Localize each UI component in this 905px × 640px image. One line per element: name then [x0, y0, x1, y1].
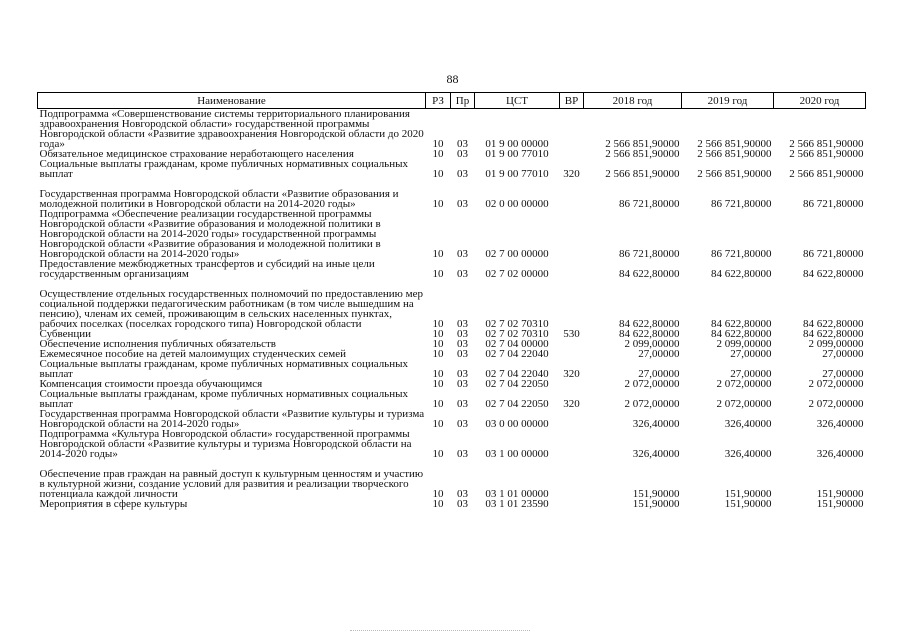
cell-vr — [560, 349, 584, 359]
cell-2019: 2 566 851,90000 — [697, 168, 772, 180]
cell-2020: 2 566 851,90000 — [789, 148, 864, 160]
table-row — [38, 259, 866, 279]
cell-name: Государственная программа Новгородской области «Развитие культуры и туризма Новгородской области на 2014-2020 годы» — [39, 408, 425, 430]
cell-2018: 86 721,80000 — [619, 198, 680, 210]
cell-2019: 86 721,80000 — [711, 198, 772, 210]
cell-name: Мероприятия в сфере культуры — [39, 498, 188, 510]
cell-rz: 10 — [432, 148, 444, 160]
cell-pr: 03 — [457, 268, 468, 280]
cell-2019: 84 622,80000 — [711, 318, 772, 330]
header-rz: РЗ — [426, 93, 451, 109]
cell-rz: 10 — [432, 318, 444, 330]
cell-2019: 2 566 851,90000 — [697, 148, 772, 160]
cell-2018: 84 622,80000 — [619, 318, 680, 330]
cell-cst: 01 9 00 00000 — [485, 138, 549, 150]
table-body — [38, 109, 866, 510]
cell-pr: 03 — [457, 398, 468, 410]
cell-rz: 10 — [432, 268, 444, 280]
cell-cst: 01 9 00 77010 — [485, 168, 549, 180]
cell-2018: 86 721,80000 — [619, 248, 680, 260]
cell-2019: 84 622,80000 — [711, 268, 772, 280]
cell-2020: 2 072,00000 — [808, 378, 864, 390]
cell-vr — [560, 209, 584, 259]
cell-pr: 03 — [457, 378, 468, 390]
cell-rz: 10 — [432, 348, 444, 360]
cell-2018: 27,00000 — [638, 348, 680, 360]
cell-vr — [560, 429, 584, 459]
cell-2019: 27,00000 — [730, 368, 772, 380]
cell-2018: 326,40000 — [632, 418, 680, 430]
cell-vr: 530 — [563, 328, 580, 340]
cell-2019: 326,40000 — [724, 418, 772, 430]
cell-rz: 10 — [432, 418, 444, 430]
cell-rz: 10 — [432, 498, 444, 510]
cell-2019: 84 622,80000 — [711, 328, 772, 340]
cell-2019: 326,40000 — [724, 448, 772, 460]
cell-2018: 27,00000 — [638, 368, 680, 380]
cell-name: Обязательное медицинское страхование неработающего населения — [39, 148, 354, 160]
cell-2020: 2 566 851,90000 — [789, 138, 864, 150]
cell-name: Подпрограмма «Совершенствование системы территориального планирования здравоохранения Новгородской области» государственной программы Новгородской области «Развитие здравоохранения Новгородской области до 2020 года» — [39, 108, 424, 150]
cell-cst: 02 0 00 00000 — [485, 198, 549, 210]
faded-footer-mark — [350, 630, 530, 634]
cell-2018: 2 072,00000 — [624, 398, 680, 410]
cell-cst: 02 7 04 22050 — [485, 398, 549, 410]
cell-2018: 2 566 851,90000 — [605, 148, 680, 160]
cell-vr: 320 — [563, 168, 580, 180]
header-2020: 2020 год — [774, 93, 866, 109]
cell-vr: 320 — [563, 368, 580, 380]
table-row — [38, 499, 866, 509]
cell-rz: 10 — [432, 378, 444, 390]
cell-vr — [560, 339, 584, 349]
cell-vr — [560, 149, 584, 159]
cell-pr: 03 — [457, 318, 468, 330]
cell-cst: 02 7 04 00000 — [485, 338, 549, 350]
table-row — [38, 279, 866, 329]
cell-2020: 326,40000 — [816, 448, 864, 460]
cell-name: Субвенции — [39, 328, 92, 340]
cell-vr — [560, 109, 584, 150]
cell-2020: 151,90000 — [816, 498, 864, 510]
cell-name: Подпрограмма «Обеспечение реализации государственной программы Новгородской области «Развитие образования и молодежной политики в Новгородской области на 2014-2020 годы» государственной программы Новгородской области «Развитие образования и молодежной политики в Новгородской области на 2014-2020 годы» — [39, 208, 381, 260]
cell-pr: 03 — [457, 198, 468, 210]
table-row — [38, 389, 866, 409]
cell-cst: 03 1 01 23590 — [485, 498, 549, 510]
cell-cst: 03 1 00 00000 — [485, 448, 549, 460]
cell-2020: 2 072,00000 — [808, 398, 864, 410]
cell-2020: 84 622,80000 — [803, 318, 864, 330]
table-row — [38, 359, 866, 379]
cell-name: Обеспечение прав граждан на равный доступ к культурным ценностям и участию в культурной жизни, создание условий для развития и реализации творческого потенциала каждой личности — [39, 468, 424, 500]
cell-name: Социальные выплаты гражданам, кроме публичных нормативных социальных выплат — [39, 158, 408, 180]
cell-cst: 02 7 04 22040 — [485, 348, 549, 360]
cell-rz: 10 — [432, 138, 444, 150]
cell-pr: 03 — [457, 368, 468, 380]
cell-2020: 151,90000 — [816, 488, 864, 500]
cell-cst: 01 9 00 77010 — [485, 148, 549, 160]
cell-2020: 84 622,80000 — [803, 268, 864, 280]
cell-2018: 2 566 851,90000 — [605, 138, 680, 150]
cell-name: Подпрограмма «Культура Новгородской области» государственной программы Новгородской области «Развитие культуры и туризма Новгородской области на 2014-2020 годы» — [39, 428, 412, 460]
cell-2020: 2 099,00000 — [808, 338, 864, 350]
cell-2019: 27,00000 — [730, 348, 772, 360]
cell-2018: 2 072,00000 — [624, 378, 680, 390]
table-row — [38, 429, 866, 459]
cell-pr: 03 — [457, 338, 468, 350]
cell-2018: 2 099,00000 — [624, 338, 680, 350]
cell-2018: 151,90000 — [632, 488, 680, 500]
cell-name: Предоставление межбюджетных трансфертов и субсидий на иные цели государственным организациям — [39, 258, 375, 280]
table-row — [38, 409, 866, 429]
table-row — [38, 459, 866, 499]
cell-2018: 84 622,80000 — [619, 268, 680, 280]
cell-vr — [560, 259, 584, 279]
cell-rz: 10 — [432, 448, 444, 460]
cell-vr — [560, 179, 584, 209]
header-cst: ЦСТ — [475, 93, 560, 109]
cell-rz: 10 — [432, 368, 444, 380]
cell-name: Социальные выплаты гражданам, кроме публичных нормативных социальных выплат — [39, 358, 408, 380]
cell-2019: 2 072,00000 — [716, 398, 772, 410]
cell-rz: 10 — [432, 398, 444, 410]
page-number: 88 — [446, 72, 459, 86]
cell-2020: 86 721,80000 — [803, 248, 864, 260]
cell-name: Компенсация стоимости проезда обучающимся — [39, 378, 263, 390]
cell-name: Социальные выплаты гражданам, кроме публичных нормативных социальных выплат — [39, 388, 408, 410]
cell-pr: 03 — [457, 498, 468, 510]
cell-cst: 02 7 02 70310 — [485, 318, 549, 330]
header-2019: 2019 год — [682, 93, 774, 109]
cell-cst: 02 7 04 22040 — [485, 368, 549, 380]
cell-name: Государственная программа Новгородской области «Развитие образования и молодежной политики в Новгородской области на 2014-2020 годы» — [39, 188, 399, 210]
cell-2019: 151,90000 — [724, 488, 772, 500]
cell-2020: 27,00000 — [822, 368, 864, 380]
cell-2019: 2 566 851,90000 — [697, 138, 772, 150]
table-row — [38, 179, 866, 209]
cell-2019: 86 721,80000 — [711, 248, 772, 260]
cell-cst: 03 0 00 00000 — [485, 418, 549, 430]
cell-rz: 10 — [432, 328, 444, 340]
cell-vr — [560, 279, 584, 329]
cell-rz: 10 — [432, 248, 444, 260]
header-name: Наименование — [38, 93, 426, 109]
cell-vr — [560, 409, 584, 429]
cell-2019: 2 072,00000 — [716, 378, 772, 390]
table-row — [38, 159, 866, 179]
cell-pr: 03 — [457, 138, 468, 150]
cell-pr: 03 — [457, 248, 468, 260]
cell-pr: 03 — [457, 328, 468, 340]
cell-2020: 326,40000 — [816, 418, 864, 430]
cell-pr: 03 — [457, 348, 468, 360]
cell-cst: 02 7 02 70310 — [485, 328, 549, 340]
cell-pr: 03 — [457, 448, 468, 460]
cell-2019: 2 099,00000 — [716, 338, 772, 350]
cell-name: Ежемесячное пособие на детей малоимущих студенческих семей — [39, 348, 346, 360]
cell-2019: 151,90000 — [724, 498, 772, 510]
cell-2020: 84 622,80000 — [803, 328, 864, 340]
cell-2020: 27,00000 — [822, 348, 864, 360]
table-header-row — [38, 93, 866, 109]
table-row — [38, 209, 866, 259]
cell-rz: 10 — [432, 168, 444, 180]
header-vr: ВР — [560, 93, 584, 109]
cell-2018: 84 622,80000 — [619, 328, 680, 340]
cell-vr: 320 — [563, 398, 580, 410]
cell-cst: 02 7 04 22050 — [485, 378, 549, 390]
cell-2018: 151,90000 — [632, 498, 680, 510]
cell-2018: 2 566 851,90000 — [605, 168, 680, 180]
cell-rz: 10 — [432, 488, 444, 500]
cell-rz: 10 — [432, 338, 444, 350]
cell-pr: 03 — [457, 488, 468, 500]
cell-pr: 03 — [457, 418, 468, 430]
cell-vr — [560, 499, 584, 509]
cell-pr: 03 — [457, 168, 468, 180]
cell-cst: 02 7 00 00000 — [485, 248, 549, 260]
cell-2020: 2 566 851,90000 — [789, 168, 864, 180]
cell-name: Обеспечение исполнения публичных обязательств — [39, 338, 277, 350]
header-pr: Пр — [451, 93, 475, 109]
cell-2020: 86 721,80000 — [803, 198, 864, 210]
budget-table — [37, 92, 866, 509]
cell-rz: 10 — [432, 198, 444, 210]
cell-name: Осуществление отдельных государственных полномочий по предоставлению мер социальной поддержки педагогическим работникам (в том числе вышедшим на пенсию), членам их семей, проживающим в сельских населенных пунктах, рабочих поселках (поселках городского типа) Новгородской области — [39, 288, 423, 330]
table-row — [38, 109, 866, 150]
cell-pr: 03 — [457, 148, 468, 160]
header-2018: 2018 год — [584, 93, 682, 109]
cell-vr — [560, 379, 584, 389]
cell-vr — [560, 459, 584, 499]
cell-cst: 02 7 02 00000 — [485, 268, 549, 280]
cell-2018: 326,40000 — [632, 448, 680, 460]
cell-cst: 03 1 01 00000 — [485, 488, 549, 500]
